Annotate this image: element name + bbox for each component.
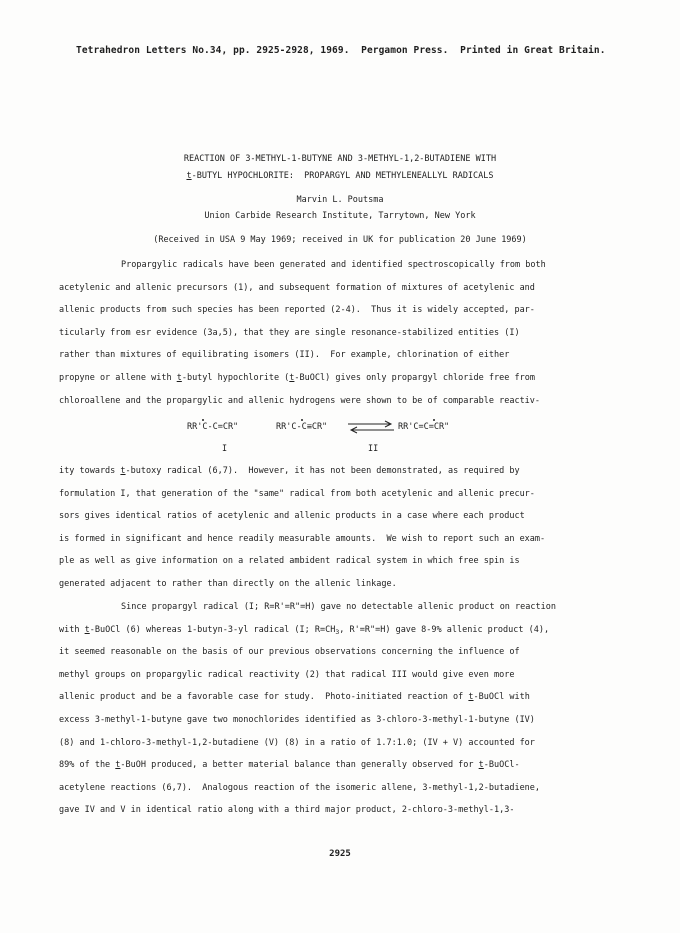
structure-label-I: I bbox=[222, 444, 228, 454]
text-line: generated adjacent to rather than directly on the allenic linkage. bbox=[59, 578, 397, 589]
text-line: formulation I, that generation of the "same" radical from both acetylenic and allenic precur- bbox=[59, 488, 535, 499]
subscript: 3 bbox=[335, 627, 340, 636]
italic-t: t bbox=[84, 624, 90, 635]
text-line: methyl groups on propargylic radical reactivity (2) that radical III would give even more bbox=[59, 669, 515, 680]
italic-t: t bbox=[468, 692, 474, 703]
radical-dot-icon bbox=[431, 418, 437, 423]
text-line bbox=[59, 625, 624, 648]
article-title-line-1: REACTION OF 3-METHYL-1-BUTYNE AND 3-METHYL-1,2-BUTADIENE WITH bbox=[183, 154, 497, 164]
author-name: Marvin L. Poutsma bbox=[296, 195, 384, 205]
text-line: Since propargyl radical (I; R=R'=R"=H) gave no detectable allenic product on reaction bbox=[121, 602, 556, 612]
structure-II-allenic: RR'C=C=CR" bbox=[398, 422, 450, 432]
equilibrium-arrows-icon bbox=[346, 420, 396, 434]
paragraph-3 bbox=[59, 602, 624, 828]
text-line: is formed in significant and hence readily measurable amounts. We wish to report such an exam- bbox=[59, 533, 546, 544]
text-span: , R'=R"=H) gave 8-9% allenic product (4), bbox=[339, 624, 550, 635]
journal-header: Tetrahedron Letters No.34, pp. 2925-2928, 1969. Pergamon Press. Printed in Great Britain. bbox=[76, 45, 606, 56]
italic-t: t bbox=[289, 372, 295, 383]
text-span: -BuOCl (6) whereas 1-butyn-3-yl radical (I; R=CH bbox=[89, 624, 336, 635]
title-line-2-text: -BUTYL HYPOCHLORITE: PROPARGYL AND METHYLENEALLYL RADICALS bbox=[191, 171, 494, 181]
text-span: -BuOCl- bbox=[483, 760, 520, 771]
text-span: with bbox=[59, 624, 85, 635]
text-line: ticularly from esr evidence (3a,5), that they are single resonance-stabilized entities (I) bbox=[59, 327, 520, 338]
text-line: allenic products from such species has been reported (2-4). Thus it is widely accepted, par- bbox=[59, 305, 535, 316]
paragraph-1 bbox=[59, 260, 624, 418]
text-line: acetylenic and allenic precursors (1), and subsequent formation of mixtures of acetylenic and bbox=[59, 282, 535, 293]
text-span: ity towards bbox=[59, 466, 121, 476]
text-line bbox=[59, 466, 624, 489]
text-line: rather than mixtures of equilibrating isomers (II). For example, chlorination of either bbox=[59, 350, 510, 361]
text-span: 89% of the bbox=[59, 760, 116, 771]
italic-t: t bbox=[176, 372, 182, 383]
italic-t: t bbox=[478, 760, 484, 771]
text-line: acetylene reactions (6,7). Analogous reaction of the isomeric allene, 3-methyl-1,2-butadiene, bbox=[59, 782, 541, 793]
text-line: gave IV and V in identical ratio along with a third major product, 2-chloro-3-methyl-1,3- bbox=[59, 805, 515, 816]
article-title-line-2 bbox=[0, 171, 680, 182]
text-line: ple as well as give information on a related ambident radical system in which free spin is bbox=[59, 556, 520, 567]
structure-I: RR'C-C=CR" bbox=[187, 422, 239, 432]
text-span: allenic product and be a favorable case for study. Photo-initiated reaction of bbox=[59, 692, 469, 703]
text-line: (8) and 1-chloro-3-methyl-1,2-butadiene (V) (8) in a ratio of 1.7:1.0; (IV + V) accounted for bbox=[59, 737, 535, 748]
text-line: excess 3-methyl-1-butyne gave two monochlorides identified as 3-chloro-3-methyl-1-butyne (IV) bbox=[59, 714, 535, 725]
text-span: -BuOCl with bbox=[473, 692, 530, 703]
text-line bbox=[59, 373, 624, 396]
text-span: -butyl hypochlorite ( bbox=[181, 372, 290, 383]
text-span: propyne or allene with bbox=[59, 372, 177, 383]
received-dates: (Received in USA 9 May 1969; received in UK for publication 20 June 1969) bbox=[153, 235, 527, 245]
text-span: -butoxy radical (6,7). However, it has not been demonstrated, as required by bbox=[125, 466, 520, 476]
radical-dot-icon bbox=[299, 418, 305, 423]
text-line bbox=[59, 760, 624, 783]
text-line: sors gives identical ratios of acetylenic and allenic products in a case where each product bbox=[59, 511, 525, 522]
text-line: Propargylic radicals have been generated and identified spectroscopically from both bbox=[121, 260, 546, 270]
text-line bbox=[59, 692, 624, 715]
structure-II-acetylenic: RR'C-C≡CR" bbox=[276, 422, 328, 432]
text-line: it seemed reasonable on the basis of our previous observations concerning the influence of bbox=[59, 647, 520, 658]
text-span: -BuOH produced, a better material balance than generally observed for bbox=[120, 760, 479, 771]
italic-t: t bbox=[115, 760, 121, 771]
text-line: chloroallene and the propargylic and allenic hydrogens were shown to be of comparable reactiv- bbox=[59, 395, 541, 406]
author-affiliation: Union Carbide Research Institute, Tarrytown, New York bbox=[204, 211, 476, 221]
page-number: 2925 bbox=[329, 849, 351, 859]
text-span: -BuOCl) gives only propargyl chloride free from bbox=[294, 372, 535, 383]
radical-dot-icon bbox=[200, 418, 230, 423]
paragraph-2 bbox=[59, 466, 624, 602]
italic-t: t bbox=[120, 466, 126, 476]
structure-label-II: II bbox=[368, 444, 379, 454]
italic-t: t bbox=[186, 171, 192, 181]
